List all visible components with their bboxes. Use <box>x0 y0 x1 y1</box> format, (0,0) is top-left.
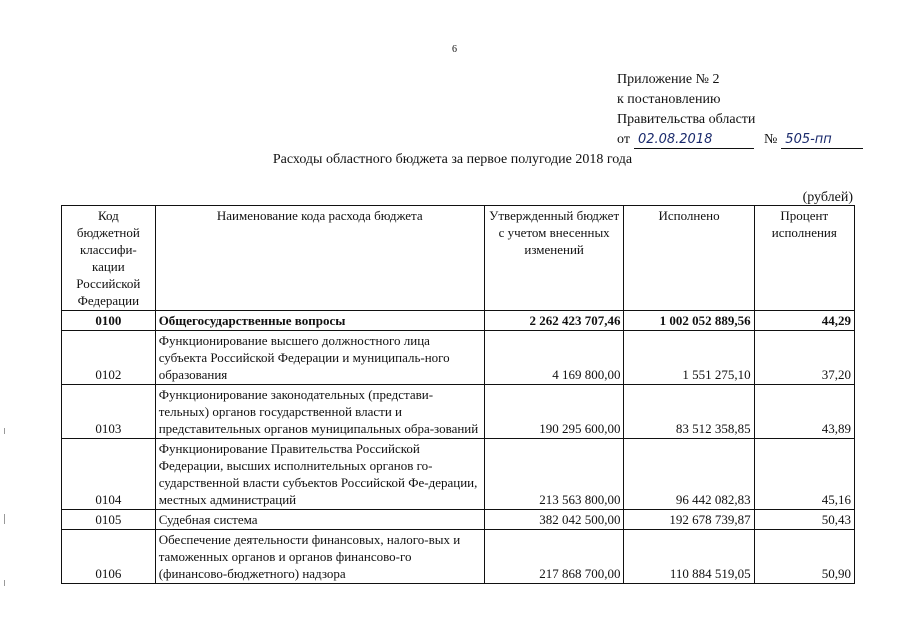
row-code: 0103 <box>62 385 156 439</box>
header-executed: Исполнено <box>624 206 754 311</box>
resolution-date-number <box>617 130 863 150</box>
row-percent: 50,90 <box>754 530 854 584</box>
row-name: Функционирование высшего должностного лица субъекта Российской Федерации и муниципаль-ного образования <box>155 331 484 385</box>
number-sign: № <box>763 132 778 147</box>
row-percent: 50,43 <box>754 510 854 530</box>
row-approved: 217 868 700,00 <box>484 530 624 584</box>
row-percent: 44,29 <box>754 311 854 331</box>
table-row <box>62 530 855 584</box>
row-code: 0104 <box>62 439 156 510</box>
row-approved: 2 262 423 707,46 <box>484 311 624 331</box>
row-executed: 96 442 082,83 <box>624 439 754 510</box>
row-percent: 43,89 <box>754 385 854 439</box>
from-label: от <box>617 132 630 147</box>
table-row <box>62 510 855 530</box>
row-code: 0105 <box>62 510 156 530</box>
table-header-row <box>62 206 855 311</box>
handwritten-date: 02.08.2018 <box>634 132 754 149</box>
header-percent: Процент исполнения <box>754 206 854 311</box>
table-body <box>62 311 855 584</box>
table-row <box>62 385 855 439</box>
row-name: Общегосударственные вопросы <box>155 311 484 331</box>
row-approved: 190 295 600,00 <box>484 385 624 439</box>
table-row <box>62 331 855 385</box>
row-code: 0100 <box>62 311 156 331</box>
row-executed: 83 512 358,85 <box>624 385 754 439</box>
table-row <box>62 439 855 510</box>
appendix-line-3: Правительства области <box>617 112 756 127</box>
budget-table <box>61 205 855 584</box>
row-code: 0106 <box>62 530 156 584</box>
appendix-block <box>617 70 863 150</box>
row-code: 0102 <box>62 331 156 385</box>
scan-edge-mark <box>4 514 5 524</box>
row-percent: 45,16 <box>754 439 854 510</box>
row-executed: 1 551 275,10 <box>624 331 754 385</box>
row-name: Функционирование законодательных (представи-тельных) органов государственной власти и представительных органов муниципальных обра-зований <box>155 385 484 439</box>
row-executed: 1 002 052 889,56 <box>624 311 754 331</box>
row-approved: 213 563 800,00 <box>484 439 624 510</box>
scan-edge-mark <box>4 428 5 434</box>
page-number: 6 <box>452 44 457 55</box>
header-code: Код бюджетной классифи-кации Российской Федерации <box>62 206 156 311</box>
row-approved: 4 169 800,00 <box>484 331 624 385</box>
row-percent: 37,20 <box>754 331 854 385</box>
document-title: Расходы областного бюджета за первое полугодие 2018 года <box>272 152 633 167</box>
appendix-line-2: к постановлению <box>617 92 721 107</box>
table-row <box>62 311 855 331</box>
row-executed: 192 678 739,87 <box>624 510 754 530</box>
handwritten-number: 505-пп <box>781 132 863 149</box>
row-name: Обеспечение деятельности финансовых, налого-вых и таможенных органов и органов финансово-го (финансово-бюджетного) надзора <box>155 530 484 584</box>
appendix-line-1: Приложение № 2 <box>617 72 720 87</box>
row-name: Функционирование Правительства Российской Федерации, высших исполнительных органов го-сударственной власти субъектов Российской Фе-дерации, местных администраций <box>155 439 484 510</box>
header-name: Наименование кода расхода бюджета <box>155 206 484 311</box>
row-name: Судебная система <box>155 510 484 530</box>
row-approved: 382 042 500,00 <box>484 510 624 530</box>
row-executed: 110 884 519,05 <box>624 530 754 584</box>
unit-label: (рублей) <box>802 190 853 205</box>
scan-edge-mark <box>4 580 5 586</box>
header-approved: Утвержденный бюджет с учетом внесенных изменений <box>484 206 624 311</box>
